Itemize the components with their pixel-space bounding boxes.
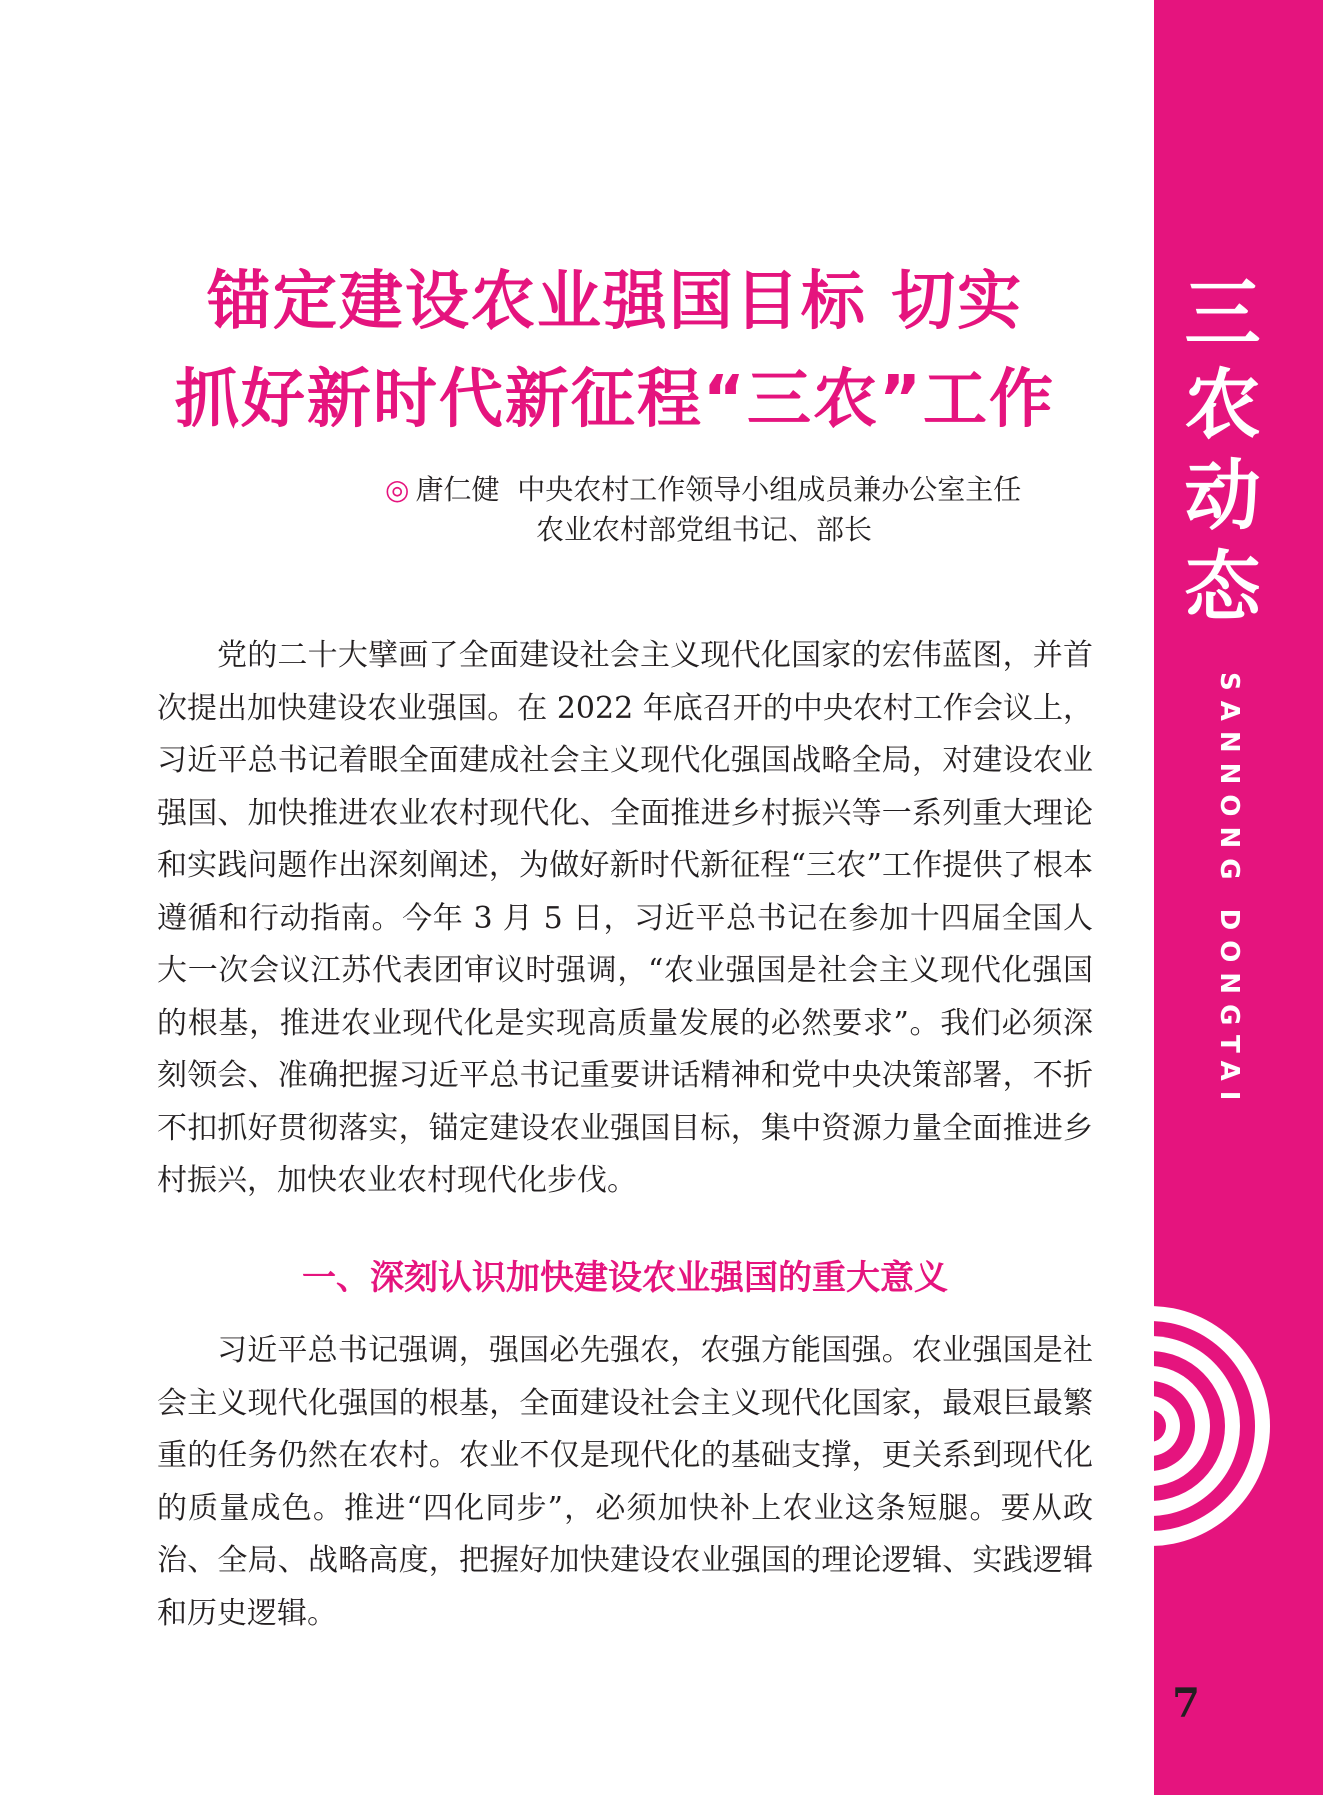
column-name-char-4: 态 [1184, 542, 1261, 631]
column-name-char-2: 农 [1184, 360, 1261, 449]
column-name-english: SANNONG DONGTAI [1214, 672, 1244, 1111]
column-name [1154, 268, 1291, 632]
paragraph-section-1: 习近平总书记强调，强国必先强农，农强方能国强。农业强国是社会主义现代化强国的根基，全面建设社会主义现代化国家，最艰巨最繁重的任务仍然在农村。农业不仅是现代化的基础支撑，更关系到现代化的质量成色。推进“四化同步”，必须加快补上农业这条短腿。要从政治、全局、战略高度，把握好加快建设农业强国的理论逻辑、实践逻辑和历史逻辑。 [157, 1333, 1093, 1631]
byline-row-2 [385, 510, 1095, 550]
bullseye-icon: ◎ [385, 473, 410, 506]
page-number: 7 [1172, 1680, 1200, 1727]
author-position-1: 中央农村工作领导小组成员兼办公室主任 [517, 473, 1022, 506]
article-title-line-1: 锚定建设农业强国目标 切实 [206, 265, 1024, 339]
author-name: 唐仁健 [415, 473, 500, 506]
article-title-line-2: 抓好新时代新征程“三农”工作 [174, 363, 1056, 437]
column-sidebar [1154, 0, 1323, 1795]
body-section-1 [157, 1325, 1093, 1640]
concentric-rings-decoration [1154, 1296, 1323, 1556]
author-position-2: 农业农村部党组书记、部长 [536, 513, 873, 546]
section-heading-1: 一、深刻认识加快建设农业强国的重大意义 [302, 1258, 948, 1298]
byline-row-1 [385, 470, 1095, 510]
column-name-char-1: 三 [1184, 269, 1261, 358]
body-section-intro [157, 630, 1093, 1208]
byline [385, 470, 1095, 550]
column-name-char-3: 动 [1184, 451, 1261, 540]
paragraph-intro: 党的二十大擘画了全面建设社会主义现代化国家的宏伟蓝图，并首次提出加快建设农业强国。在 2022 年底召开的中央农村工作会议上，习近平总书记着眼全面建成社会主义现代化强国战略全局，对建设农业强国、加快推进农业农村现代化、全面推进乡村振兴等一系列重大理论和实践问题作出深刻阐述，为做好新时代新征程“三农”工作提供了根本遵循和行动指南。今年 3 月 5 日，习近平总书记在参加十四届全国人大一次会议江苏代表团审议时强调，“农业强国是社会主义现代化强国的根基，推进农业现代化是实现高质量发展的必然要求”。我们必须深刻领会、准确把握习近平总书记重要讲话精神和党中央决策部署，不折不扣抓好贯彻落实，锚定建设农业强国目标，集中资源力量全面推进乡村振兴，加快农业农村现代化步伐。 [157, 638, 1093, 1198]
